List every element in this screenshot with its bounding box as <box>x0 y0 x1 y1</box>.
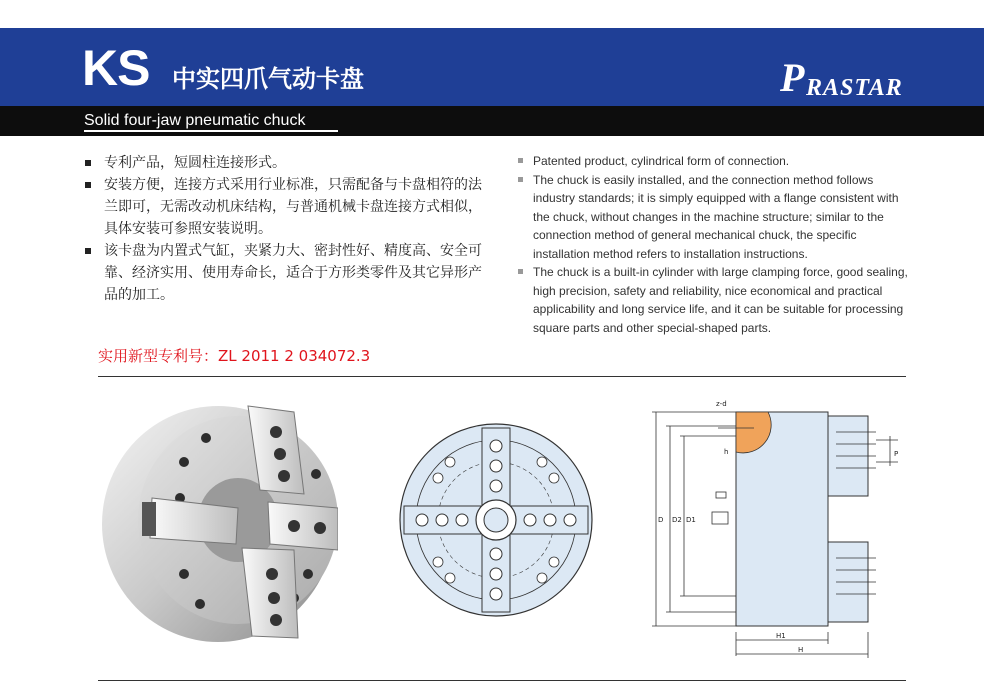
divider-top <box>98 376 906 377</box>
product-code: KS <box>82 40 150 96</box>
feature-en-item: Patented product, cylindrical form of connection. <box>518 152 910 171</box>
feature-en-item: The chuck is easily installed, and the connection method follows industry standards; it is simply equipped with a flange consistent with the chuck, without changes in the machine structure; similar to the connection method of general mechanical chuck, the specific installation method refers to installation instructions. <box>518 171 910 264</box>
subtitle-underline <box>84 130 338 132</box>
divider-bottom <box>98 680 906 681</box>
brand-logo-text: RASTAR <box>806 75 903 101</box>
dim-label-d1: D1 <box>686 516 696 524</box>
dim-label-p: P <box>894 450 899 458</box>
feature-en-item: The chuck is a built-in cylinder with large clamping force, good sealing, high precision, safety and reliability, nice economical and practical applicability and long service life, and it can be suitable for processing square parts and other special-shaped parts. <box>518 263 910 337</box>
dim-label-d2: D2 <box>672 516 682 524</box>
product-title-cn: 中实四爪气动卡盘 <box>172 65 364 93</box>
feature-cn-item: 该卡盘为内置式气缸，夹紧力大、密封性好、精度高、安全可靠、经济实用、使用寿命长，适合于方形类零件及其它异形产品的加工。 <box>84 240 494 306</box>
dim-label-h: h <box>724 448 729 456</box>
brand-logo-mark: P <box>780 55 805 100</box>
feature-list-en <box>518 152 910 337</box>
feature-list-cn <box>84 152 494 306</box>
jaw-right <box>268 502 338 550</box>
chuck-front-view <box>398 422 594 618</box>
dim-label-z-d: z-d <box>716 400 727 408</box>
product-title-en: Solid four-jaw pneumatic chuck <box>84 112 306 129</box>
dim-label-h1: H1 <box>776 632 786 640</box>
chuck-section-drawing <box>646 396 908 666</box>
feature-cn-item: 专利产品，短圆柱连接形式。 <box>84 152 494 174</box>
patent-number: 实用新型专利号：ZL 2011 2 034072.3 <box>98 347 371 365</box>
dim-label-d: D <box>658 516 664 524</box>
jaw-bottom <box>242 548 298 638</box>
feature-cn-item: 安装方便，连接方式采用行业标准，只需配备与卡盘相符的法兰即可，无需改动机床结构，与普通机械卡盘连接方式相似，具体安装可参照安装说明。 <box>84 174 494 240</box>
chuck-photo <box>98 398 338 648</box>
dim-label-h-total: H <box>798 646 804 654</box>
